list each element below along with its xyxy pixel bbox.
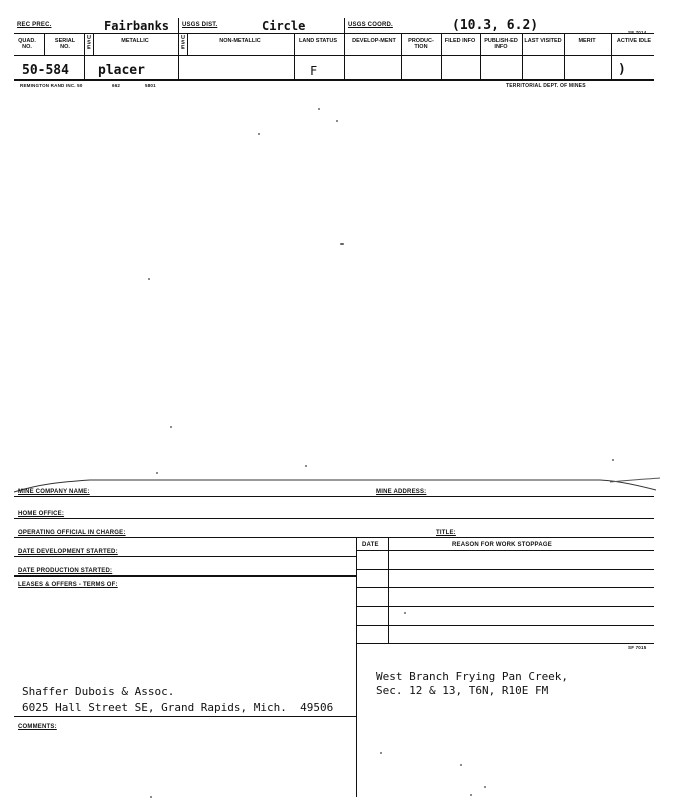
speck <box>340 243 344 245</box>
column-line <box>14 55 654 56</box>
rec-value: Fairbanks <box>104 19 170 33</box>
divider <box>611 34 612 80</box>
speck <box>460 764 462 766</box>
divider <box>178 34 179 80</box>
quad-serial-value: 50-584 <box>22 63 69 78</box>
divider <box>84 34 85 80</box>
divider <box>294 34 295 80</box>
speck <box>380 752 382 754</box>
col-land-status: LAND STATUS <box>299 38 337 44</box>
header-line <box>14 33 654 34</box>
code-a: 662 <box>112 83 121 88</box>
table-line <box>356 587 654 588</box>
company-line-2: 6025 Hall Street SE, Grand Rapids, Mich. 49506 <box>22 701 334 714</box>
table-line <box>356 625 654 626</box>
divider <box>344 18 345 34</box>
speck <box>318 108 320 110</box>
table-line <box>356 550 654 551</box>
col-filed-info: FILED INFO <box>444 38 476 44</box>
usgs-coord-value: (10.3, 6.2) <box>452 18 539 33</box>
land-status-value: F <box>310 64 318 78</box>
col-use-mark-2: U S E <box>181 35 185 51</box>
table-line <box>356 569 654 570</box>
speck <box>470 794 472 796</box>
row-line <box>14 556 356 557</box>
date-dev-started-label: DATE DEVELOPMENT STARTED: <box>18 549 118 555</box>
address-line-2: Sec. 12 & 13, T6N, R10E FM <box>376 684 549 697</box>
operating-official-label: OPERATING OFFICIAL IN CHARGE: <box>18 530 126 536</box>
speck <box>150 796 152 798</box>
metallic-value: placer <box>98 63 145 78</box>
divider <box>401 34 402 80</box>
home-office-label: HOME OFFICE: <box>18 511 65 517</box>
speck <box>258 133 260 135</box>
divider <box>44 34 45 56</box>
col-non-metallic: NON-METALLIC <box>219 38 261 44</box>
col-published-info: PUBLISH-ED INFO <box>484 38 518 50</box>
date-prod-started-label: DATE PRODUCTION STARTED: <box>18 568 113 574</box>
reason-col-label: REASON FOR WORK STOPPAGE <box>452 542 552 548</box>
row-line <box>14 496 654 497</box>
address-line-1: West Branch Frying Pan Creek, <box>376 670 569 683</box>
divider <box>522 34 523 80</box>
divider <box>480 34 481 80</box>
speck <box>148 278 150 280</box>
speck <box>612 459 614 461</box>
divider <box>564 34 565 80</box>
printer-text: REMINGTON RAND INC. 50 <box>20 83 83 88</box>
mine-company-name-label: MINE COMPANY NAME: <box>18 489 90 495</box>
col-serial-no: SERIAL NO. <box>54 38 76 50</box>
comments-label: COMMENTS: <box>18 724 57 730</box>
code-b: 5801 <box>145 83 156 88</box>
speck <box>484 786 486 788</box>
col-metallic: METALLIC <box>121 38 149 44</box>
col-quad-no: QUAD. NO. <box>18 38 36 50</box>
divider <box>93 34 94 56</box>
rec-label: REC PREC. <box>17 22 52 28</box>
col-use-mark: U S E <box>87 35 91 51</box>
leases-offers-label: LEASES & OFFERS - TERMS OF: <box>18 582 118 588</box>
table-line <box>356 643 654 644</box>
date-col-label: DATE <box>362 542 379 548</box>
col-development: DEVELOP-MENT <box>352 38 396 44</box>
divider <box>178 18 179 34</box>
company-address <box>22 684 333 716</box>
col-active-idle: ACTIVE IDLE <box>616 38 652 44</box>
col-merit: MERIT <box>578 38 596 44</box>
divider <box>187 34 188 56</box>
usgs-coord-label: USGS COORD. <box>348 22 393 28</box>
speck <box>336 120 338 122</box>
mine-address-label: MINE ADDRESS: <box>376 489 427 495</box>
divider <box>344 34 345 80</box>
date-divider <box>388 537 389 643</box>
active-idle-mark: ) <box>618 62 626 77</box>
col-last-visited: LAST VISITED <box>524 38 562 44</box>
speck <box>170 426 172 428</box>
speck <box>305 465 307 467</box>
dept-text: TERRITORIAL DEPT. OF MINES <box>506 83 586 89</box>
center-divider <box>356 537 357 797</box>
form-code-bottom: SF 7015 <box>628 645 647 650</box>
title-label: TITLE: <box>436 530 456 536</box>
row-line <box>14 716 356 717</box>
usgs-dist-value: Circle <box>262 19 306 33</box>
col-production: PRODUC-TION <box>408 38 434 50</box>
usgs-dist-label: USGS DIST. <box>182 22 218 28</box>
card-edge <box>0 470 678 494</box>
table-line <box>356 606 654 607</box>
company-line-1: Shaffer Dubois & Assoc. <box>22 685 175 698</box>
record-line <box>14 79 654 81</box>
row-line <box>14 518 654 519</box>
row-line <box>14 575 356 577</box>
row-line <box>14 537 654 538</box>
divider <box>441 34 442 80</box>
mine-location <box>376 670 568 698</box>
speck <box>404 612 406 614</box>
